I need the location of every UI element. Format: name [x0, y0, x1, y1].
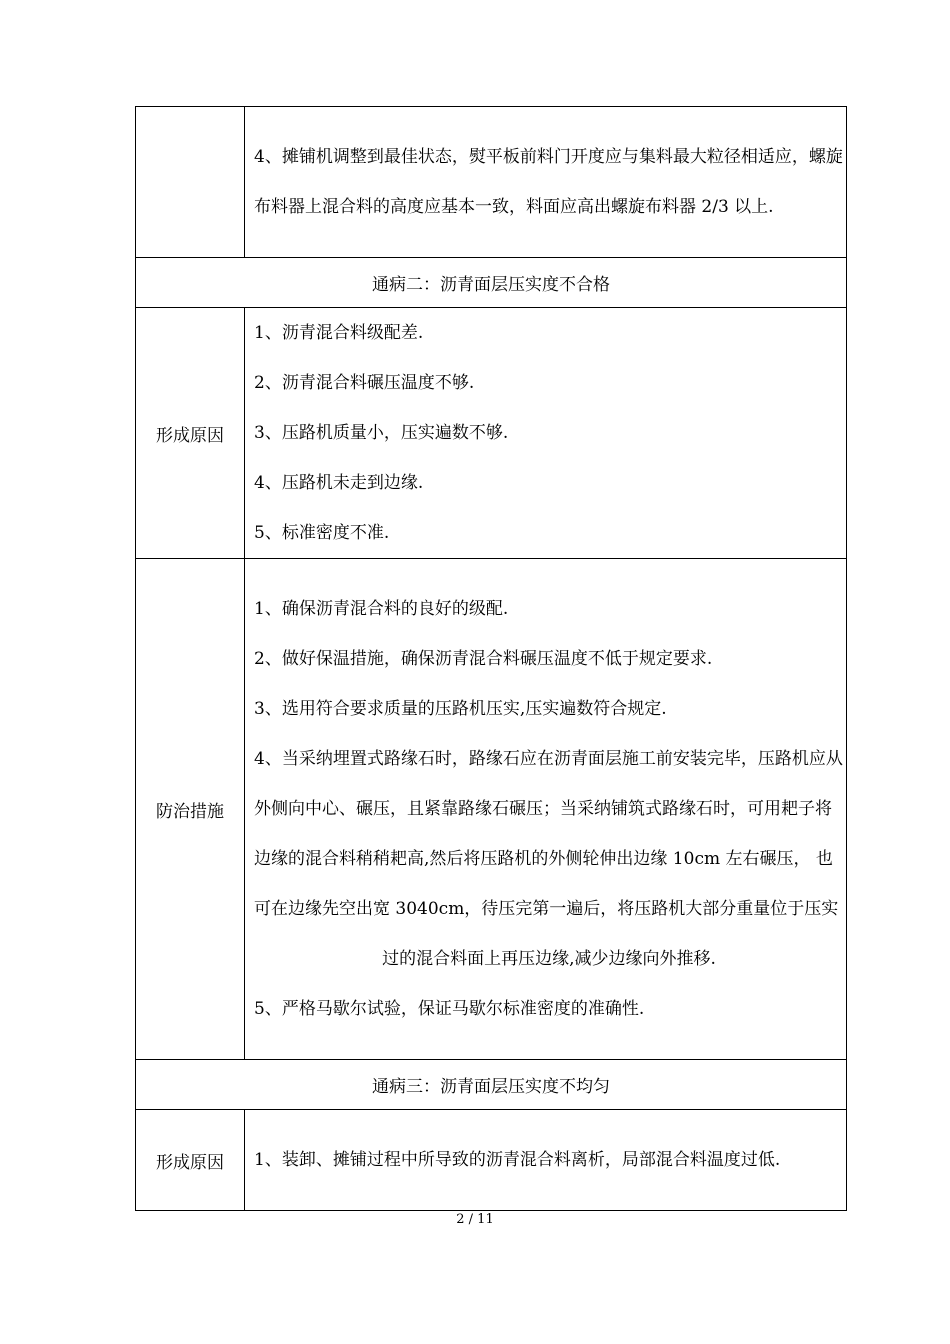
row-label: 防治措施 [136, 559, 245, 1060]
paragraph: 1、装卸、摊铺过程中所导致的沥青混合料离析，局部混合料温度过低. [254, 1150, 781, 1170]
paragraph: 4、压路机未走到边缘. [254, 473, 424, 493]
row-label [136, 107, 245, 258]
section-heading: 通病二：沥青面层压实度不合格 [136, 258, 847, 308]
row-body [245, 308, 847, 559]
paragraph: 1、确保沥青混合料的良好的级配. [254, 599, 509, 619]
row-body [245, 107, 847, 258]
paragraph: 2、做好保温措施，确保沥青混合料碾压温度不低于规定要求. [254, 649, 713, 669]
table-row [136, 258, 847, 308]
table-row [136, 308, 847, 559]
table-row [136, 107, 847, 258]
table-row [136, 559, 847, 1060]
row-body [245, 559, 847, 1060]
paragraph: 3、压路机质量小，压实遍数不够. [254, 423, 509, 443]
paragraph: 2、沥青混合料碾压温度不够. [254, 373, 475, 393]
section-heading: 通病三：沥青面层压实度不均匀 [136, 1060, 847, 1110]
row-label: 形成原因 [136, 1110, 245, 1211]
document-table [135, 106, 847, 1211]
row-label: 形成原因 [136, 308, 245, 559]
paragraph: 1、沥青混合料级配差. [254, 323, 424, 343]
page-number: 2 / 11 [456, 1212, 494, 1227]
paragraph: 4、当采纳埋置式路缘石时，路缘石应在沥青面层施工前安装完毕，压路机应从外侧向中心、碾压，且紧靠路缘石碾压；当采纳铺筑式路缘石时，可用耙子将边缘的混合料稍稍耙高,然后将压路机的外侧轮伸出边缘 10cm 左右碾压， 也可在边缘先空出宽 3040cm，待压完第一遍后，将压路机大部分重量位于压实 [254, 749, 843, 919]
paragraph: 4、摊铺机调整到最佳状态，熨平板前料门开度应与集料最大粒径相适应，螺旋布料器上混合料的高度应基本一致，料面应高出螺旋布料器 2/3 以上. [254, 147, 843, 217]
table-row [136, 1110, 847, 1211]
paragraph: 5、严格马歇尔试验，保证马歇尔标准密度的准确性. [254, 999, 645, 1019]
paragraph: 5、标准密度不准. [254, 523, 390, 543]
paragraph: 3、选用符合要求质量的压路机压实,压实遍数符合规定. [254, 699, 667, 719]
paragraph: 过的混合料面上再压边缘,减少边缘向外推移. [382, 949, 716, 969]
table-row [136, 1060, 847, 1110]
row-body [245, 1110, 847, 1211]
